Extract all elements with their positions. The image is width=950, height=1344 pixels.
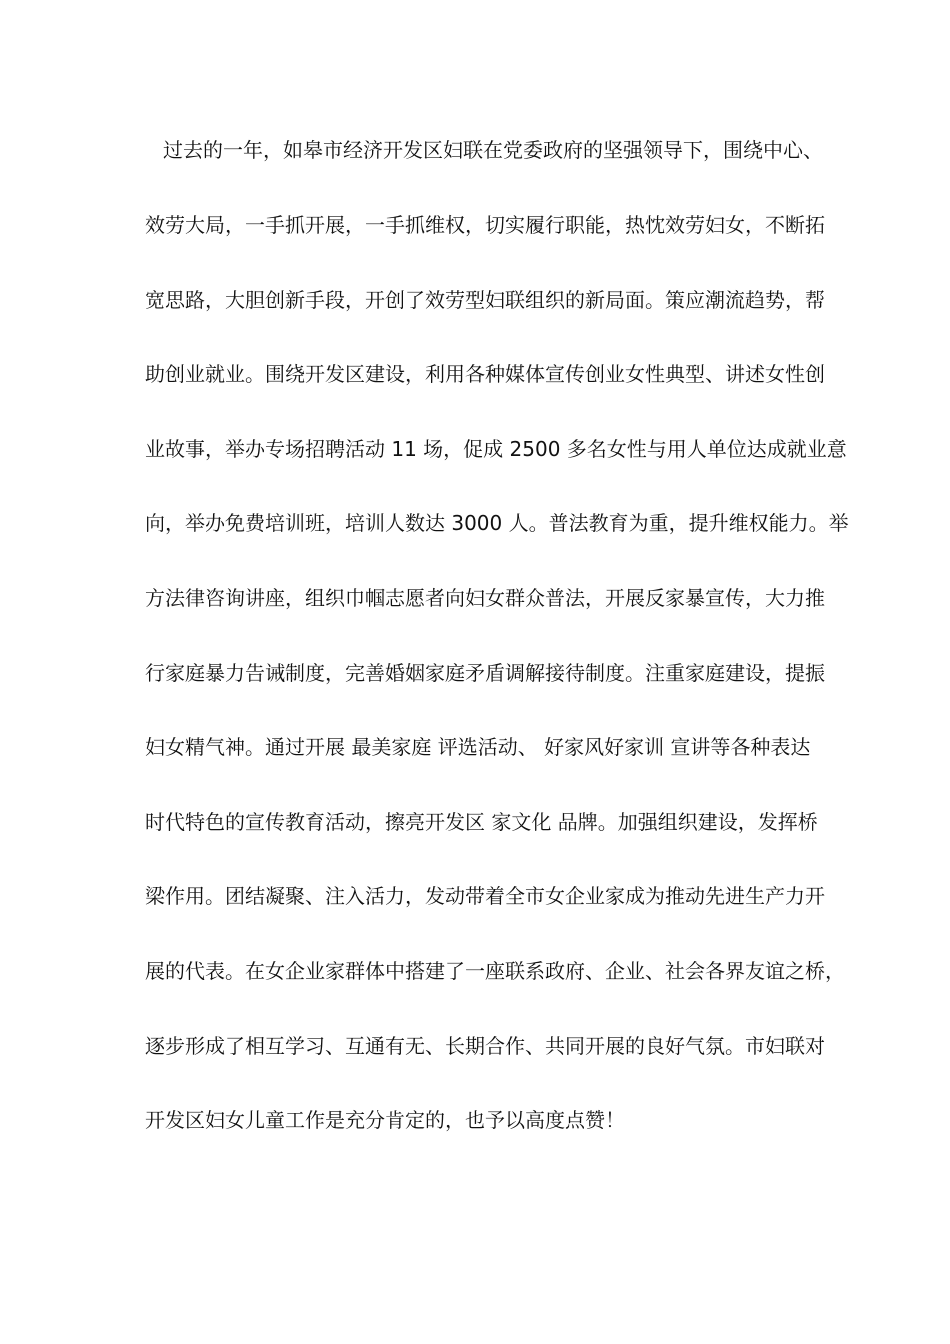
paragraph-line-14: 开发区妇女儿童工作是充分肯定的，也予以高度点赞！ <box>145 1108 625 1132</box>
paragraph-line-7: 方法律咨询讲座，组织巾帼志愿者向妇女群众普法，开展反家暴宣传，大力推 <box>145 586 825 610</box>
paragraph-line-4: 助创业就业。围绕开发区建设，利用各种媒体宣传创业女性典型、讲述女性创 <box>145 362 825 386</box>
paragraph-line-9: 妇女精气神。通过开展 最美家庭 评选活动、 好家风好家训 宣讲等各种表达 <box>145 735 811 759</box>
paragraph-line-6: 向，举办免费培训班，培训人数达 3000 人。普法教育为重，提升维权能力。举 <box>145 511 849 535</box>
paragraph-line-3: 宽思路，大胆创新手段，开创了效劳型妇联组织的新局面。策应潮流趋势，帮 <box>145 288 825 312</box>
paragraph-line-1: 过去的一年，如皋市经济开发区妇联在党委政府的坚强领导下，围绕中心、 <box>163 138 823 162</box>
paragraph-line-10: 时代特色的宣传教育活动，擦亮开发区 家文化 品牌。加强组织建设，发挥桥 <box>145 810 818 834</box>
paragraph-line-11: 梁作用。团结凝聚、注入活力，发动带着全市女企业家成为推动先进生产力开 <box>145 884 825 908</box>
paragraph-line-8: 行家庭暴力告诫制度，完善婚姻家庭矛盾调解接待制度。注重家庭建设，提振 <box>145 661 825 685</box>
paragraph-line-5: 业故事，举办专场招聘活动 11 场，促成 2500 多名女性与用人单位达成就业意 <box>145 437 847 461</box>
paragraph-line-13: 逐步形成了相互学习、互通有无、长期合作、共同开展的良好气氛。市妇联对 <box>145 1034 825 1058</box>
paragraph-line-2: 效劳大局，一手抓开展，一手抓维权，切实履行职能，热忱效劳妇女，不断拓 <box>145 213 825 237</box>
paragraph-line-12: 展的代表。在女企业家群体中搭建了一座联系政府、企业、社会各界友谊之桥， <box>145 959 845 983</box>
